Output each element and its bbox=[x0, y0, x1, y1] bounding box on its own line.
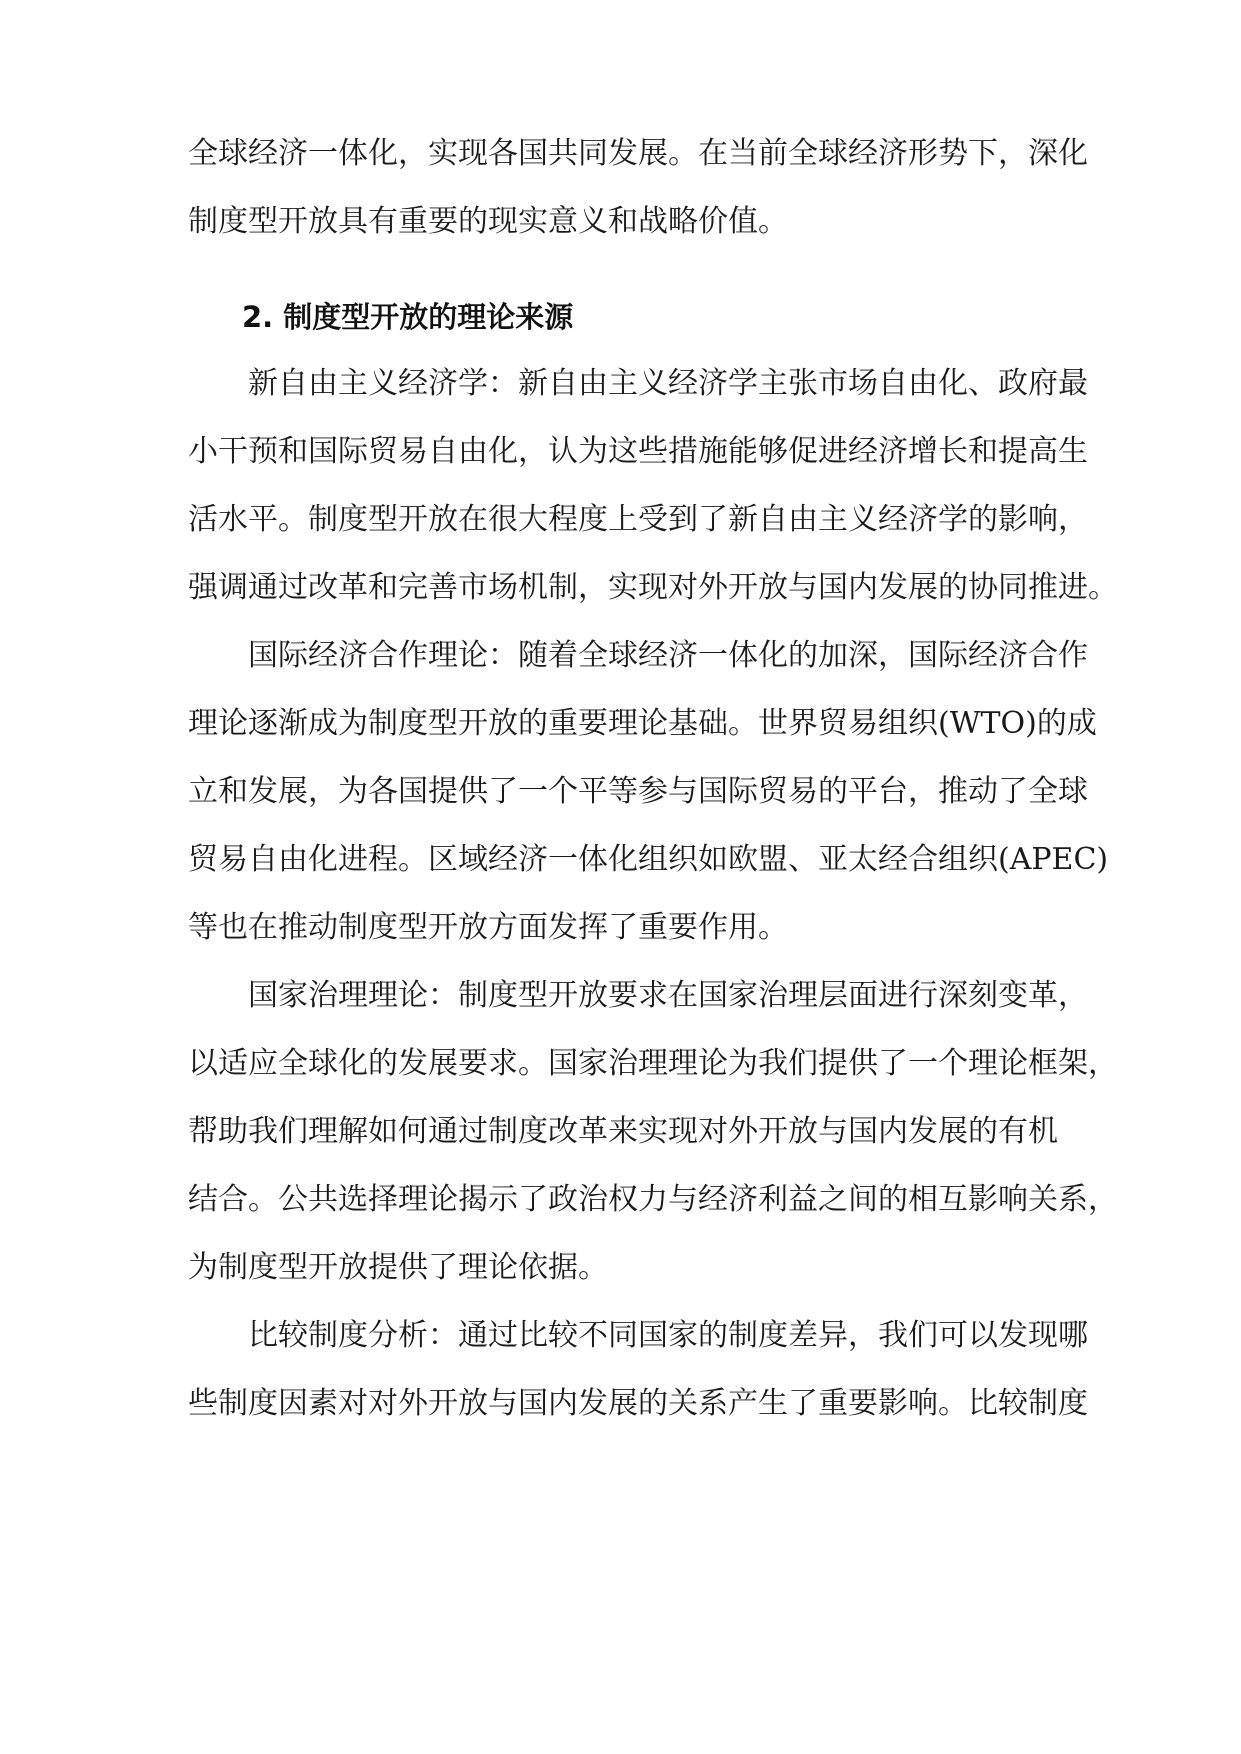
paragraph-cooperation-line-2: 理论逐渐成为制度型开放的重要理论基础。世界贸易组织(WTO)的成 bbox=[188, 706, 1097, 741]
paragraph-comparative-line-1: 比较制度分析：通过比较不同国家的制度差异，我们可以发现哪 bbox=[248, 1318, 1088, 1353]
paragraph-governance-line-2: 以适应全球化的发展要求。国家治理理论为我们提供了一个理论框架， bbox=[188, 1046, 1118, 1081]
intro-line-1: 全球经济一体化，实现各国共同发展。在当前全球经济形势下，深化 bbox=[188, 136, 1088, 171]
paragraph-governance-line-5: 为制度型开放提供了理论依据。 bbox=[188, 1250, 608, 1285]
paragraph-cooperation-line-1: 国际经济合作理论：随着全球经济一体化的加深，国际经济合作 bbox=[248, 638, 1088, 673]
paragraph-governance-line-4: 结合。公共选择理论揭示了政治权力与经济利益之间的相互影响关系， bbox=[188, 1182, 1118, 1217]
paragraph-neoliberal-line-4: 强调通过改革和完善市场机制，实现对外开放与国内发展的协同推进。 bbox=[188, 570, 1118, 605]
paragraph-neoliberal-line-2: 小干预和国际贸易自由化，认为这些措施能够促进经济增长和提高生 bbox=[188, 434, 1088, 469]
paragraph-comparative-line-2: 些制度因素对对外开放与国内发展的关系产生了重要影响。比较制度 bbox=[188, 1386, 1088, 1421]
paragraph-cooperation-line-4: 贸易自由化进程。区域经济一体化组织如欧盟、亚太经合组织(APEC) bbox=[188, 842, 1109, 877]
paragraph-cooperation-line-3: 立和发展，为各国提供了一个平等参与国际贸易的平台，推动了全球 bbox=[188, 774, 1088, 809]
paragraph-cooperation-line-5: 等也在推动制度型开放方面发挥了重要作用。 bbox=[188, 910, 788, 945]
intro-line-2: 制度型开放具有重要的现实意义和战略价值。 bbox=[188, 204, 788, 239]
paragraph-neoliberal-line-1: 新自由主义经济学：新自由主义经济学主张市场自由化、政府最 bbox=[248, 366, 1088, 401]
section-heading: 2. 制度型开放的理论来源 bbox=[242, 300, 574, 334]
paragraph-governance-line-3: 帮助我们理解如何通过制度改革来实现对外开放与国内发展的有机 bbox=[188, 1114, 1058, 1149]
paragraph-governance-line-1: 国家治理理论：制度型开放要求在国家治理层面进行深刻变革， bbox=[248, 978, 1088, 1013]
paragraph-neoliberal-line-3: 活水平。制度型开放在很大程度上受到了新自由主义经济学的影响， bbox=[188, 502, 1088, 537]
